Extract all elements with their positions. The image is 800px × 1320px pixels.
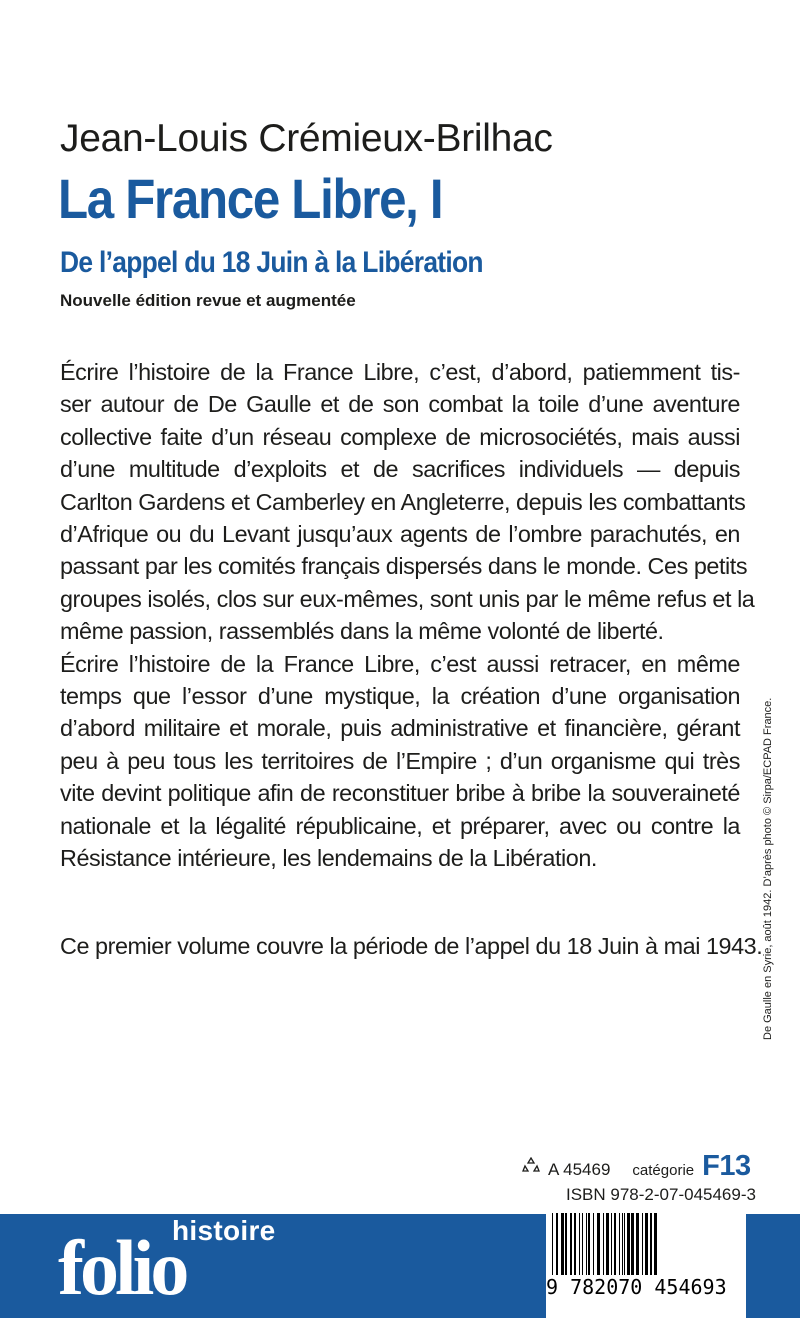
catalog-codes <box>522 1150 751 1182</box>
barcode-bar <box>654 1213 657 1279</box>
category-code: F13 <box>702 1150 751 1182</box>
blurb-line: groupes isolés, clos sur eux-mêmes, sont unis par le même refus et la <box>60 585 755 612</box>
blurb-line: Résistance intérieure, les lendemains de la Libération. <box>60 845 597 872</box>
barcode-bar <box>611 1213 612 1279</box>
blurb-line: peu à peu tous les territoires de l’Empire ; d’un organisme qui très <box>60 747 740 774</box>
book-title: La France Libre, I <box>58 167 443 230</box>
recycle-icon <box>522 1157 540 1180</box>
edition-note: Nouvelle édition revue et augmentée <box>60 291 356 310</box>
blurb <box>60 356 755 875</box>
blurb-line: d’une multitude d’exploits et de sacrifices individuels — depuis <box>60 456 740 483</box>
barcode-bar <box>631 1213 634 1279</box>
blurb-line: passant par les comités français dispersés dans le monde. Ces petits <box>60 553 748 580</box>
barcode-bar <box>606 1213 609 1279</box>
barcode-bar <box>586 1213 587 1279</box>
barcode-digits: 9 782070 454693 <box>546 1275 746 1299</box>
barcode-bar <box>579 1213 580 1279</box>
barcode-bar <box>561 1213 564 1279</box>
blurb-line: Écrire l’histoire de la France Libre, c’est, d’abord, patiemment tis- <box>60 359 740 385</box>
barcode-bar <box>627 1213 630 1279</box>
barcode-bar <box>645 1213 648 1279</box>
barcode-bar <box>597 1213 600 1279</box>
barcode-bar <box>565 1213 567 1279</box>
blurb-line: Écrire l’histoire de la France Libre, c’est aussi retracer, en même <box>60 650 740 677</box>
barcode-bar <box>582 1213 583 1279</box>
barcode-bar <box>603 1213 604 1279</box>
collection-name: histoire <box>172 1215 276 1246</box>
barcode-bar <box>650 1213 652 1279</box>
blurb-line: temps que l’essor d’une mystique, la création d’une organisation <box>60 683 740 710</box>
blurb-line: d’abord militaire et morale, puis administrative et financière, gérant <box>60 715 740 742</box>
barcode-bar <box>588 1213 590 1279</box>
barcode-bar <box>619 1213 620 1279</box>
barcode-bar <box>593 1213 594 1279</box>
barcode-bar <box>574 1213 576 1279</box>
barcode-bar <box>614 1213 616 1279</box>
blurb-line: d’Afrique ou du Levant jusqu’aux agents de l’ombre parachutés, en <box>60 521 740 548</box>
photo-credit: De Gaulle en Syrie, août 1942. D’après photo © Sirpa/ECPAD France. <box>762 697 774 1040</box>
reference-number: A 45469 <box>548 1160 611 1179</box>
blurb-line: même passion, rassemblés dans la même volonté de liberté. <box>60 618 664 645</box>
barcode-bar <box>636 1213 639 1279</box>
barcode-bar <box>552 1213 553 1279</box>
blurb-line: nationale et la légalité républicaine, et préparer, avec ou contre la <box>60 812 740 839</box>
blurb-line: collective faite d’un réseau complexe de microsociétés, mais aussi <box>60 423 740 450</box>
barcode-bar <box>570 1213 572 1279</box>
blurb-line: Carlton Gardens et Camberley en Angleterre, depuis les combattants <box>60 488 746 515</box>
barcode-bars <box>550 1213 742 1279</box>
category-label: catégorie <box>632 1162 695 1179</box>
blurb-line: vite devint politique afin de reconstituer bribe à bribe la souveraineté <box>60 780 740 807</box>
barcode-bar <box>622 1213 623 1279</box>
barcode <box>546 1213 746 1318</box>
book-subtitle: De l’appel du 18 Juin à la Libération <box>60 246 483 279</box>
barcode-bar <box>624 1213 625 1279</box>
volume-note: Ce premier volume couvre la période de l’appel du 18 Juin à mai 1943. <box>60 933 763 959</box>
blurb-line: ser autour de De Gaulle et de son combat la toile d’une aventure <box>60 391 740 418</box>
isbn: ISBN 978-2-07-045469-3 <box>566 1185 756 1204</box>
brand-logo: folio <box>58 1224 186 1311</box>
author-name: Jean-Louis Crémieux-Brilhac <box>60 117 553 160</box>
barcode-bar <box>642 1213 643 1279</box>
barcode-bar <box>556 1213 558 1279</box>
